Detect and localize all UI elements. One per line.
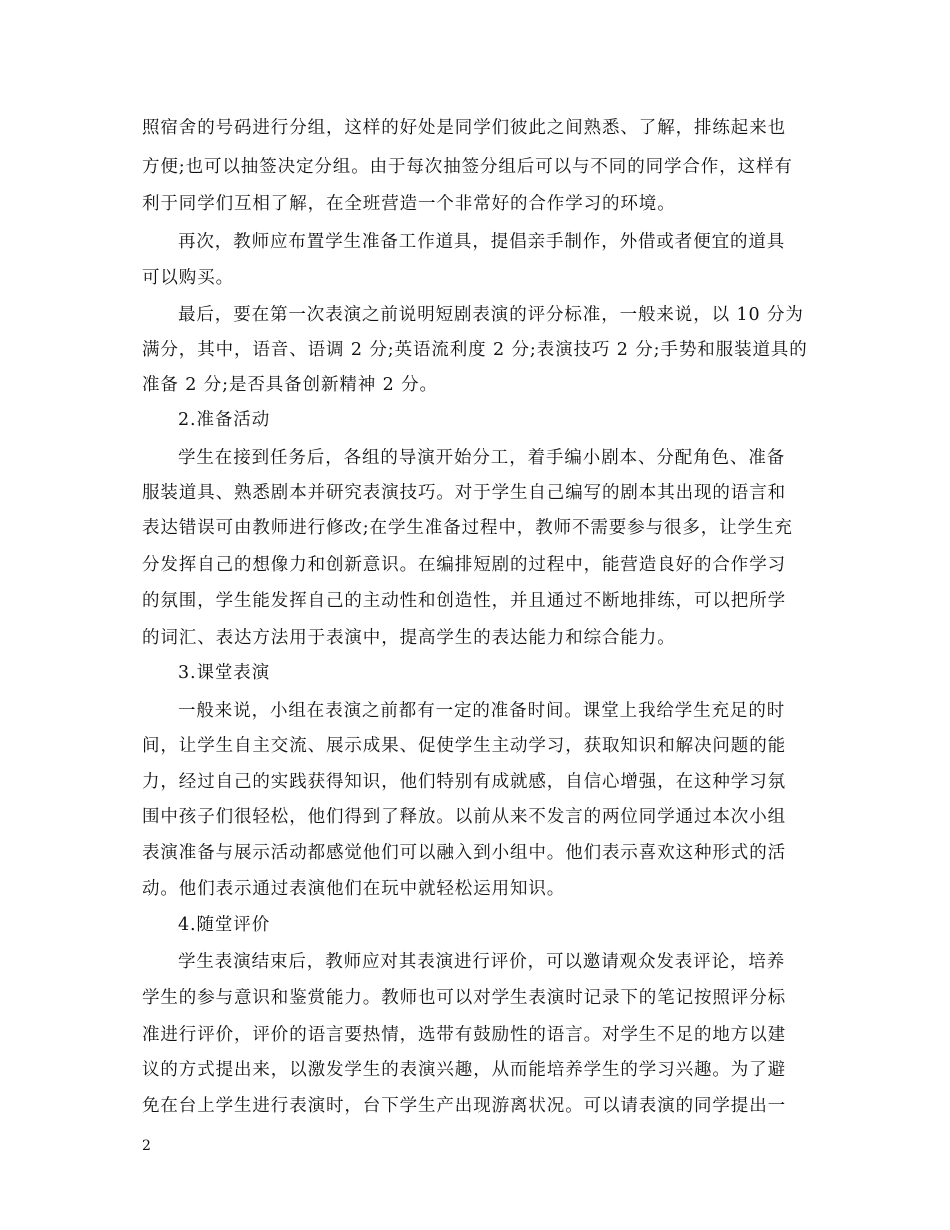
text-line: 准进行评价，评价的语言要热情，选带有鼓励性的语言。对学生不足的地方以建 [142,1025,786,1045]
text-line: 学生表演结束后，教师应对其表演进行评价，可以邀请观众发表评论，培养 [178,952,786,972]
text-line: 的词汇、表达方法用于表演中，提高学生的表达能力和综合能力。 [142,628,676,648]
text-line: 围中孩子们很轻松，他们得到了释放。以前从来不发言的两位同学通过本次小组 [142,807,786,827]
text-line: 利于同学们互相了解，在全班营造一个非常好的合作学习的环境。 [142,194,676,214]
text-line: 可以购买。 [142,268,234,288]
text-line: 准备 2 分;是否具备创新精神 2 分。 [142,375,438,395]
text-line: 表达错误可由教师进行修改;在学生准备过程中，教师不需要参与很多，让学生充 [142,518,793,538]
section-heading: 3.课堂表演 [178,663,271,683]
text-line: 服装道具、熟悉剧本并研究表演技巧。对于学生自己编写的剧本其出现的语言和 [142,483,786,503]
text-line: 间，让学生自主交流、展示成果、促使学生主动学习，获取知识和解决问题的能 [142,736,786,756]
text-line: 免在台上学生进行表演时，台下学生产出现游离状况。可以请表演的同学提出一 [142,1096,786,1116]
text-line: 照宿舍的号码进行分组，这样的好处是同学们彼此之间熟悉、了解，排练起来也 [142,118,786,138]
text-line: 的氛围，学生能发挥自己的主动性和创造性，并且通过不断地排练，可以把所学 [142,591,786,611]
text-line: 议的方式提出来，以激发学生的表演兴趣，从而能培养学生的学习兴趣。为了避 [142,1060,786,1080]
text-line: 分发挥自己的想像力和创新意识。在编排短剧的过程中，能营造良好的合作学习 [142,555,786,575]
text-line: 再次，教师应布置学生准备工作道具，提倡亲手制作，外借或者便宜的道具 [178,232,786,252]
text-line: 一般来说，小组在表演之前都有一定的准备时间。课堂上我给学生充足的时 [178,701,786,721]
text-line: 满分，其中，语音、语调 2 分;英语流利度 2 分;表演技巧 2 分;手势和服装道具的 [142,340,808,360]
page-number: 2 [142,1138,151,1154]
section-heading: 2.准备活动 [178,410,271,430]
text-line: 学生在接到任务后，各组的导演开始分工，着手编小剧本、分配角色、准备 [178,448,786,468]
text-line: 表演准备与展示活动都感觉他们可以融入到小组中。他们表示喜欢这种形式的活 [142,843,786,863]
text-line: 学生的参与意识和鉴赏能力。教师也可以对学生表演时记录下的笔记按照评分标 [142,988,786,1008]
text-line: 力，经过自己的实践获得知识，他们特别有成就感，自信心增强，在这种学习氛 [142,772,786,792]
text-line: 动。他们表示通过表演他们在玩中就轻松运用知识。 [142,879,566,899]
text-line: 方便;也可以抽签决定分组。由于每次抽签分组后可以与不同的同学合作，这样有 [142,157,793,177]
text-line: 最后，要在第一次表演之前说明短剧表演的评分标准，一般来说，以 10 分为 [178,305,804,325]
section-heading: 4.随堂评价 [178,915,271,935]
